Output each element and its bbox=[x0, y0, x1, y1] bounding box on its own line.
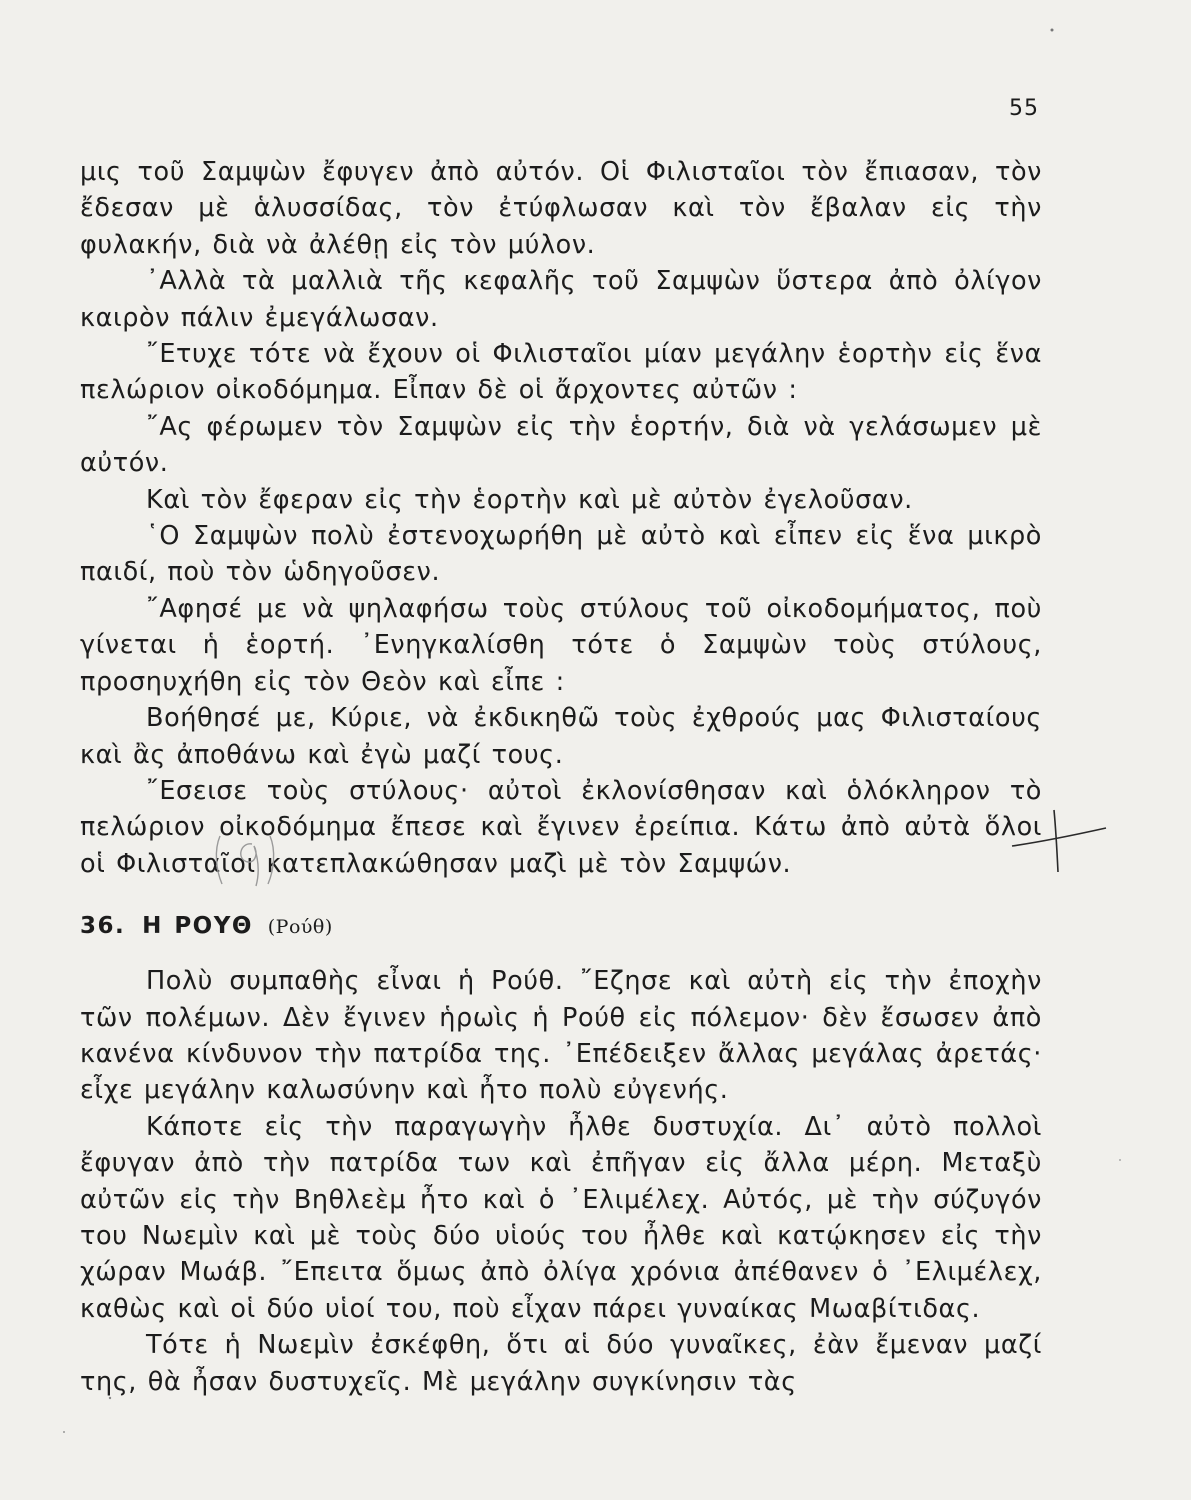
paragraph: Τότε ἡ Νωεμὶν ἐσκέφθη, ὅτι αἱ δύο γυναῖκες, ἐὰν ἔμεναν μαζί της, θὰ ἦσαν δυστυχεῖς. Μὲ μεγάλην συγκίνησιν τὰς bbox=[80, 1330, 1042, 1397]
section-number: 36. bbox=[80, 913, 126, 940]
paragraph: ῾Ο Σαμψὼν πολὺ ἐστενοχωρήθη μὲ αὐτὸ καὶ εἶπεν εἰς ἕνα μικρὸ παιδί, ποὺ τὸν ὡδηγοῦσεν. bbox=[80, 521, 1042, 588]
paragraph: Βοήθησέ με, Κύριε, νὰ ἐκδικηθῶ τοὺς ἐχθρούς μας Φιλισταίους καὶ ἂς ἀποθάνω καὶ ἐγὼ μαζί τους. bbox=[80, 703, 1042, 770]
paragraph: μις τοῦ Σαμψὼν ἔφυγεν ἀπὸ αὐτόν. Οἱ Φιλισταῖοι τὸν ἔπιασαν, τὸν ἔδεσαν μὲ ἁλυσσίδας, τὸν ἐτύφλωσαν καὶ τὸν ἔβαλαν εἰς τὴν φυλακήν, διὰ νὰ ἀλέθῃ εἰς τὸν μύλον. bbox=[80, 157, 1042, 260]
paragraph: Πολὺ συμπαθὴς εἶναι ἡ Ρούθ. ῎Εζησε καὶ αὐτὴ εἰς τὴν ἐποχὴν τῶν πολέμων. Δὲν ἔγινεν ἡρωὶς ἡ Ρούθ εἰς πόλεμον· δὲν ἔσωσεν ἀπὸ κανένα κίνδυνον τὴν πατρίδα της. ᾿Επέδειξεν ἄλλας μεγάλας ἀρετάς· εἶχε μεγάλην καλωσύνην καὶ ἦτο πολὺ εὐγενής. bbox=[80, 966, 1042, 1106]
paragraph: Καὶ τὸν ἔφεραν εἰς τὴν ἑορτὴν καὶ μὲ αὐτὸν ἐγελοῦσαν. bbox=[146, 484, 913, 515]
page-number: 55 bbox=[1009, 96, 1039, 121]
paragraph: ῎Αφησέ με νὰ ψηλαφήσω τοὺς στύλους τοῦ οἰκοδομήματος, ποὺ γίνεται ἡ ἑορτή. ᾿Ενηγκαλίσθη τότε ὁ Σαμψὼν τοὺς στύλους, προσηυχήθη εἰς τὸν Θεὸν καὶ εἶπε : bbox=[80, 593, 1042, 697]
paragraph: ῎Ετυχε τότε νὰ ἔχουν οἱ Φιλισταῖοι μίαν μεγάλην ἑορτὴν εἰς ἕνα πελώριον οἰκοδόμημα. Εἶπαν δὲ οἱ ἄρχοντες αὐτῶν : bbox=[80, 339, 1042, 406]
section-title: Η ΡΟΥΘ bbox=[142, 913, 253, 940]
paragraph: ᾿Αλλὰ τὰ μαλλιὰ τῆς κεφαλῆς τοῦ Σαμψὼν ὕστερα ἀπὸ ὀλίγον καιρὸν πάλιν ἐμεγάλωσαν. bbox=[80, 266, 1042, 333]
paragraph: Κάποτε εἰς τὴν παραγωγὴν ἦλθε δυστυχία. Δι᾿ αὐτὸ πολλοὶ ἔφυγαν ἀπὸ τὴν πατρίδα των καὶ ἐπῆγαν εἰς ἄλλα μέρη. Μεταξὺ αὐτῶν εἰς τὴν Βηθλεὲμ ἦτο καὶ ὁ ᾿Ελιμέλεχ. Αὐτός, μὲ τὴν σύζυγόν του Νωεμὶν καὶ μὲ τοὺς δύο υἱούς του ἦλθε καὶ κατῴκησεν εἰς τὴν χώραν Μωάβ. ῎Επειτα ὅμως ἀπὸ ὀλίγα χρόνια ἀπέθανεν ὁ ᾿Ελιμέλεχ, καθὼς καὶ οἱ δύο υἱοί του, ποὺ εἶχαν πάρει γυναίκας Μωαβίτιδας. bbox=[80, 1111, 1042, 1324]
paragraph: ῎Ας φέρωμεν τὸν Σαμψὼν εἰς τὴν ἑορτήν, διὰ νὰ γελάσωμεν μὲ αὐτόν. bbox=[80, 411, 1042, 479]
paragraph: ῎Εσεισε τοὺς στύλους· αὐτοὶ ἐκλονίσθησαν καὶ ὁλόκληρον τὸ πελώριον οἰκοδόμημα ἔπεσε καὶ ἔγινεν ἐρείπια. Κάτω ἀπὸ αὐτὰ ὅλοι οἱ Φιλισταῖοι κατεπλακώθησαν μαζὶ μὲ τὸν Σαμψών. bbox=[80, 775, 1042, 879]
section-transliteration: (Ρούθ) bbox=[267, 916, 333, 939]
